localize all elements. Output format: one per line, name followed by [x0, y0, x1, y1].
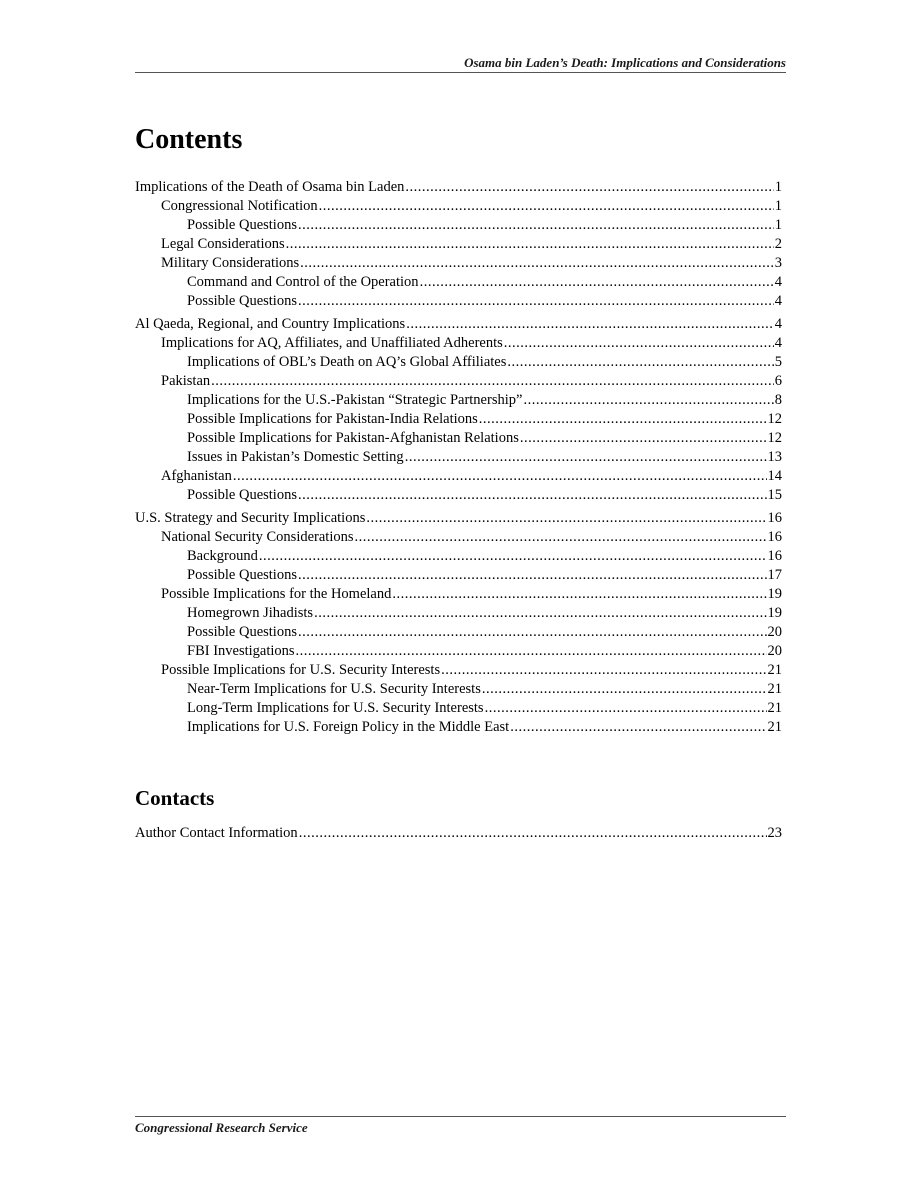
toc-leader-dots	[298, 623, 767, 642]
toc-entry[interactable]	[135, 718, 782, 737]
toc-entry-title: Pakistan	[161, 373, 211, 389]
toc-page-number: 15	[767, 487, 782, 503]
toc-entry-title: Possible Questions	[187, 217, 297, 233]
toc-entry[interactable]	[135, 585, 782, 604]
toc-leader-dots	[406, 315, 774, 334]
toc-entry-title: National Security Considerations	[161, 529, 354, 545]
toc-entry-title: Implications for the U.S.-Pakistan “Strategic Partnership”	[187, 392, 523, 408]
toc-leader-dots	[298, 486, 767, 505]
toc-leader-dots	[441, 661, 766, 680]
toc-entry[interactable]	[135, 566, 782, 585]
toc-page-number: 21	[767, 681, 782, 697]
toc-entry-title: Implications of OBL’s Death on AQ’s Global Affiliates	[187, 354, 507, 370]
toc-page-number: 16	[767, 510, 782, 526]
toc-leader-dots	[298, 216, 774, 235]
running-footer: Congressional Research Service	[135, 1120, 308, 1135]
toc-page-number: 3	[774, 255, 782, 271]
toc-entry-title: Background	[187, 548, 258, 564]
toc-leader-dots	[300, 254, 774, 273]
toc-leader-dots	[479, 410, 767, 429]
toc-entry[interactable]	[135, 391, 782, 410]
toc-entry[interactable]	[135, 334, 782, 353]
toc-leader-dots	[510, 718, 766, 737]
toc-page-number: 21	[767, 700, 782, 716]
toc-page-number: 13	[767, 449, 782, 465]
toc-page-number: 4	[774, 335, 782, 351]
toc-leader-dots	[485, 699, 767, 718]
toc-entry[interactable]	[135, 292, 782, 311]
toc-page-number: 16	[767, 529, 782, 545]
toc-page-number: 4	[774, 293, 782, 309]
toc-entry[interactable]	[135, 448, 782, 467]
footer-rule	[135, 1116, 786, 1117]
toc-entry[interactable]	[135, 410, 782, 429]
toc-leader-dots	[286, 235, 774, 254]
toc-entry-title: Issues in Pakistan’s Domestic Setting	[187, 449, 404, 465]
toc-entry-title: Long-Term Implications for U.S. Security Interests	[187, 700, 484, 716]
toc-page-number: 19	[767, 586, 782, 602]
toc-leader-dots	[420, 273, 774, 292]
toc-entry[interactable]	[135, 509, 782, 528]
toc-entry-title: Legal Considerations	[161, 236, 285, 252]
toc-page-number: 12	[767, 430, 782, 446]
toc-page-number: 8	[774, 392, 782, 408]
toc-entry[interactable]	[135, 467, 782, 486]
toc-leader-dots	[482, 680, 767, 699]
toc-entry[interactable]	[135, 273, 782, 292]
toc-entry-title: Implications of the Death of Osama bin Laden	[135, 179, 405, 195]
toc-leader-dots	[298, 566, 767, 585]
toc-entry-title: Possible Questions	[187, 567, 297, 583]
toc-entry-title: Possible Implications for Pakistan-India Relations	[187, 411, 478, 427]
toc-leader-dots	[523, 391, 773, 410]
toc-leader-dots	[298, 292, 774, 311]
toc-entry-title: Possible Questions	[187, 293, 297, 309]
toc-entry-title: Homegrown Jihadists	[187, 605, 314, 621]
toc-leader-dots	[319, 197, 774, 216]
toc-entry-title: Possible Implications for the Homeland	[161, 586, 392, 602]
toc-page-number: 20	[767, 643, 782, 659]
toc-leader-dots	[392, 585, 766, 604]
toc-entry-title: Command and Control of the Operation	[187, 274, 419, 290]
toc-leader-dots	[233, 467, 767, 486]
toc-page-number: 16	[767, 548, 782, 564]
toc-entry[interactable]	[135, 699, 782, 718]
toc-entry[interactable]	[135, 235, 782, 254]
toc-page-number: 21	[767, 719, 782, 735]
toc-entry[interactable]	[135, 216, 782, 235]
toc-entry-title: Afghanistan	[161, 468, 232, 484]
toc-entry[interactable]	[135, 604, 782, 623]
toc-leader-dots	[507, 353, 773, 372]
toc-entry-title: Al Qaeda, Regional, and Country Implications	[135, 316, 406, 332]
toc-entry[interactable]	[135, 486, 782, 505]
toc-page-number: 6	[774, 373, 782, 389]
toc-entry[interactable]	[135, 315, 782, 334]
toc-leader-dots	[366, 509, 766, 528]
toc-entry[interactable]	[135, 642, 782, 661]
toc-page-number: 4	[774, 316, 782, 332]
toc-entry[interactable]	[135, 528, 782, 547]
table-of-contents	[135, 178, 782, 737]
toc-entry[interactable]	[135, 680, 782, 699]
toc-entry[interactable]	[135, 661, 782, 680]
toc-page-number: 1	[774, 179, 782, 195]
toc-page-number: 4	[774, 274, 782, 290]
toc-leader-dots	[405, 448, 767, 467]
toc-entry-title: Author Contact Information	[135, 825, 298, 841]
running-header: Osama bin Laden’s Death: Implications and Considerations	[464, 55, 786, 70]
contacts-title: Contacts	[135, 786, 215, 810]
toc-page-number: 2	[774, 236, 782, 252]
toc-entry-title: Implications for AQ, Affiliates, and Unaffiliated Adherents	[161, 335, 503, 351]
toc-entry-title: Congressional Notification	[161, 198, 318, 214]
toc-page-number: 5	[774, 354, 782, 370]
toc-page-number: 19	[767, 605, 782, 621]
toc-leader-dots	[504, 334, 774, 353]
toc-entry[interactable]	[135, 547, 782, 566]
toc-page-number: 14	[767, 468, 782, 484]
toc-leader-dots	[299, 824, 767, 843]
toc-entry[interactable]	[135, 372, 782, 391]
toc-page-number: 21	[767, 662, 782, 678]
toc-entry[interactable]	[135, 623, 782, 642]
toc-entry-title: Possible Questions	[187, 487, 297, 503]
toc-entry-title: Military Considerations	[161, 255, 300, 271]
toc-entry[interactable]	[135, 197, 782, 216]
toc-entry[interactable]	[135, 824, 782, 843]
toc-leader-dots	[211, 372, 774, 391]
toc-page-number: 17	[767, 567, 782, 583]
toc-leader-dots	[314, 604, 766, 623]
toc-entry-title: Possible Implications for U.S. Security Interests	[161, 662, 441, 678]
toc-entry[interactable]	[135, 429, 782, 448]
toc-leader-dots	[259, 547, 767, 566]
header-rule	[135, 72, 786, 73]
toc-entry-title: Possible Questions	[187, 624, 297, 640]
toc-entry[interactable]	[135, 353, 782, 372]
toc-leader-dots	[296, 642, 767, 661]
toc-entry-title: FBI Investigations	[187, 643, 295, 659]
toc-page-number: 12	[767, 411, 782, 427]
toc-leader-dots	[520, 429, 767, 448]
toc-page-number: 23	[767, 825, 782, 841]
toc-entry-title: Implications for U.S. Foreign Policy in the Middle East	[187, 719, 510, 735]
toc-page-number: 1	[774, 217, 782, 233]
toc-leader-dots	[355, 528, 767, 547]
toc-page-number: 20	[767, 624, 782, 640]
toc-entry-title: U.S. Strategy and Security Implications	[135, 510, 366, 526]
toc-entry-title: Possible Implications for Pakistan-Afghanistan Relations	[187, 430, 519, 446]
toc-leader-dots	[405, 178, 773, 197]
toc-entry[interactable]	[135, 178, 782, 197]
contents-title: Contents	[135, 124, 243, 155]
toc-entry[interactable]	[135, 254, 782, 273]
contacts-list	[135, 824, 782, 843]
toc-page-number: 1	[774, 198, 782, 214]
toc-entry-title: Near-Term Implications for U.S. Security Interests	[187, 681, 481, 697]
